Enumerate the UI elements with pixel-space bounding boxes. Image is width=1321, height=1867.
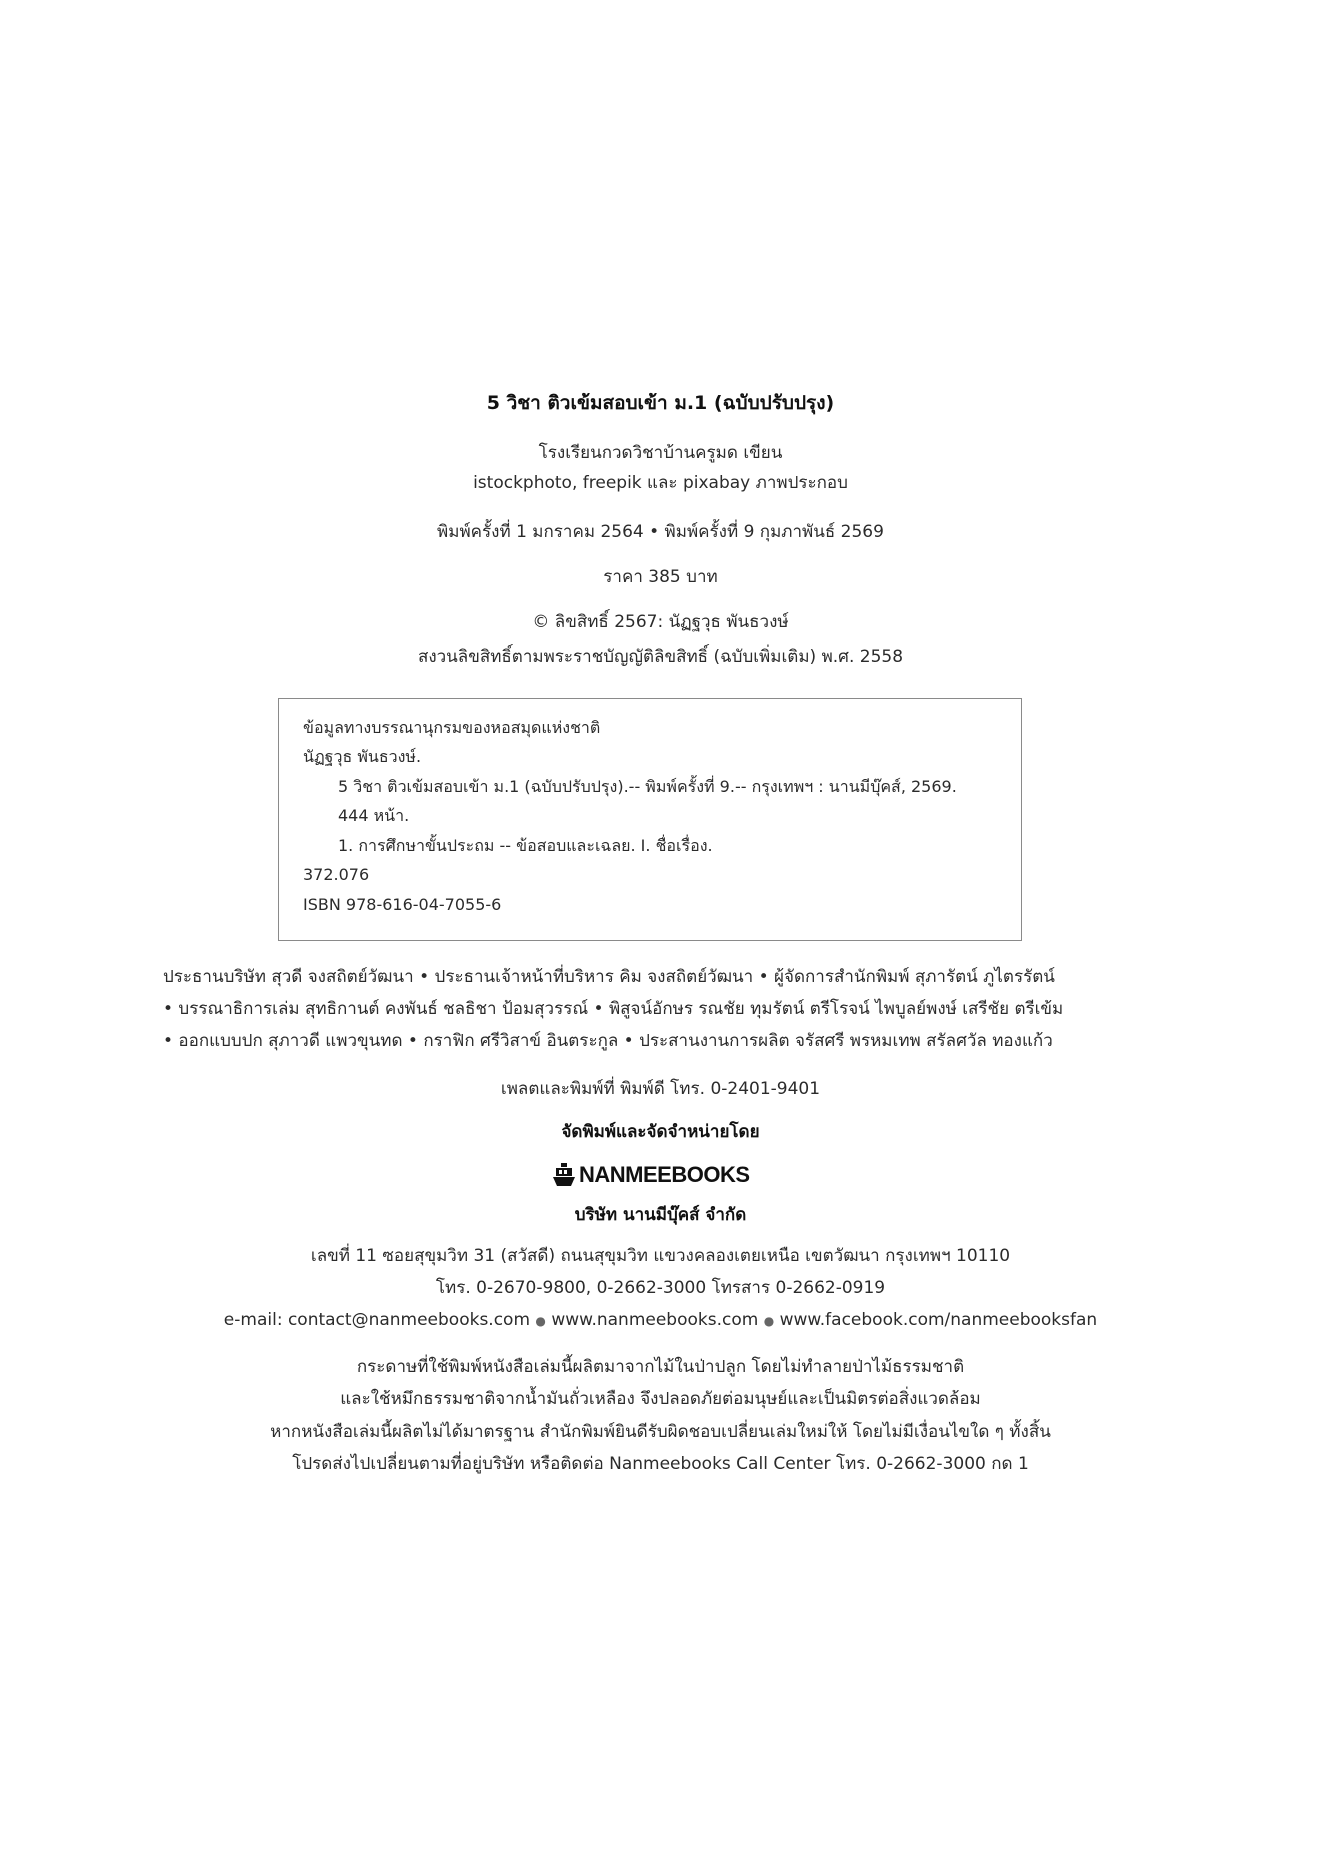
- publisher-address: เลขที่ 11 ซอยสุขุมวิท 31 (สวัสดี) ถนนสุขุมวิท แขวงคลองเตยเหนือ เขตวัฒนา กรุงเทพฯ 10110: [310, 1246, 1011, 1266]
- price: ราคา 385 บาท: [603, 567, 718, 587]
- publisher-logo-text: NANMEEBOOKS: [579, 1162, 750, 1187]
- publisher-phone: โทร. 0-2670-9800, 0-2662-3000 โทรสาร 0-2662-0919: [435, 1278, 886, 1298]
- cip-title: 5 วิชา ติวเข้มสอบเข้า ม.1 (ฉบับปรับปรุง).-- พิมพ์ครั้งที่ 9.-- กรุงเทพฯ : นานมีบุ๊คส์, 2569.: [338, 777, 957, 796]
- cip-isbn: ISBN 978-616-04-7055-6: [303, 895, 502, 914]
- publisher-website[interactable]: www.nanmeebooks.com: [551, 1310, 759, 1330]
- separator-dot: ●: [763, 1314, 775, 1328]
- staff-line-3: • ออกแบบปก สุภาวดี แพวขุนทด • กราฟิก ศรีวิสาข์ อินตระกูล • ประสานงานการผลิต จรัสศรี พรหมเทพ สรัลศวัล ทองแก้ว: [163, 1031, 1053, 1051]
- ship-icon: [552, 1162, 576, 1188]
- printing-history: พิมพ์ครั้งที่ 1 มกราคม 2564 • พิมพ์ครั้งที่ 9 กุมภาพันธ์ 2569: [437, 522, 884, 542]
- paper-notice-2: และใช้หมึกธรรมชาติจากน้ำมันถั่วเหลือง จึงปลอดภัยต่อมนุษย์และเป็นมิตรต่อสิ่งแวดล้อม: [340, 1389, 981, 1409]
- cip-classification: 372.076: [303, 865, 370, 884]
- staff-line-2: • บรรณาธิการเล่ม สุทธิกานต์ คงพันธ์ ชลธิชา ป้อมสุวรรณ์ • พิสูจน์อักษร รณชัย ทุมรัตน์ ตรีโรจน์ ไพบูลย์พงษ์ เสรีชัย ตรีเข้ม: [163, 999, 1064, 1019]
- cip-subjects: 1. การศึกษาขั้นประถม -- ข้อสอบและเฉลย. I. ชื่อเรื่อง.: [338, 836, 713, 855]
- defect-notice-2: โปรดส่งไปเปลี่ยนตามที่อยู่บริษัท หรือติดต่อ Nanmeebooks Call Center โทร. 0-2662-3000 กด 1: [292, 1454, 1029, 1474]
- publisher-logo: [552, 1160, 750, 1190]
- cip-author: นัฏฐวุธ พันธวงษ์.: [303, 747, 422, 766]
- publisher-facebook[interactable]: www.facebook.com/nanmeebooksfan: [779, 1310, 1098, 1330]
- defect-notice-1: หากหนังสือเล่มนี้ผลิตไม่ได้มาตรฐาน สำนักพิมพ์ยินดีรับผิดชอบเปลี่ยนเล่มใหม่ให้ โดยไม่มีเงื่อนไขใด ๆ ทั้งสิ้น: [270, 1422, 1051, 1442]
- publisher-company: บริษัท นานมีบุ๊คส์ จำกัด: [574, 1205, 747, 1225]
- cip-box: [278, 698, 1022, 941]
- staff-line-1: ประธานบริษัท สุวดี จงสถิตย์วัฒนา • ประธานเจ้าหน้าที่บริหาร คิม จงสถิตย์วัฒนา • ผู้จัดการสำนักพิมพ์ สุภารัตน์ ภูไตรรัตน์: [163, 967, 1055, 987]
- separator-dot: ●: [535, 1314, 546, 1328]
- rights-notice: สงวนลิขสิทธิ์ตามพระราชบัญญัติลิขสิทธิ์ (ฉบับเพิ่มเติม) พ.ศ. 2558: [417, 647, 904, 667]
- paper-notice-1: กระดาษที่ใช้พิมพ์หนังสือเล่มนี้ผลิตมาจากไม้ในป่าปลูก โดยไม่ทำลายป่าไม้ธรรมชาติ: [356, 1357, 965, 1377]
- copyright-line: © ลิขสิทธิ์ 2567: นัฏฐวุธ พันธวงษ์: [532, 612, 789, 632]
- publisher-contacts: [0, 1309, 1321, 1332]
- illustration-credit: istockphoto, freepik และ pixabay ภาพประกอบ: [473, 473, 848, 493]
- publisher-email[interactable]: e-mail: contact@nanmeebooks.com: [223, 1310, 531, 1330]
- cip-heading: ข้อมูลทางบรรณานุกรมของหอสมุดแห่งชาติ: [303, 718, 601, 737]
- plate-print-line: เพลตและพิมพ์ที่ พิมพ์ดี โทร. 0-2401-9401: [500, 1079, 821, 1099]
- cip-pages: 444 หน้า.: [338, 806, 410, 825]
- author-credit: โรงเรียนกวดวิชาบ้านครูมด เขียน: [538, 443, 783, 463]
- distributed-by: จัดพิมพ์และจัดจำหน่ายโดย: [561, 1122, 760, 1142]
- book-title: 5 วิชา ติวเข้มสอบเข้า ม.1 (ฉบับปรับปรุง): [486, 392, 835, 414]
